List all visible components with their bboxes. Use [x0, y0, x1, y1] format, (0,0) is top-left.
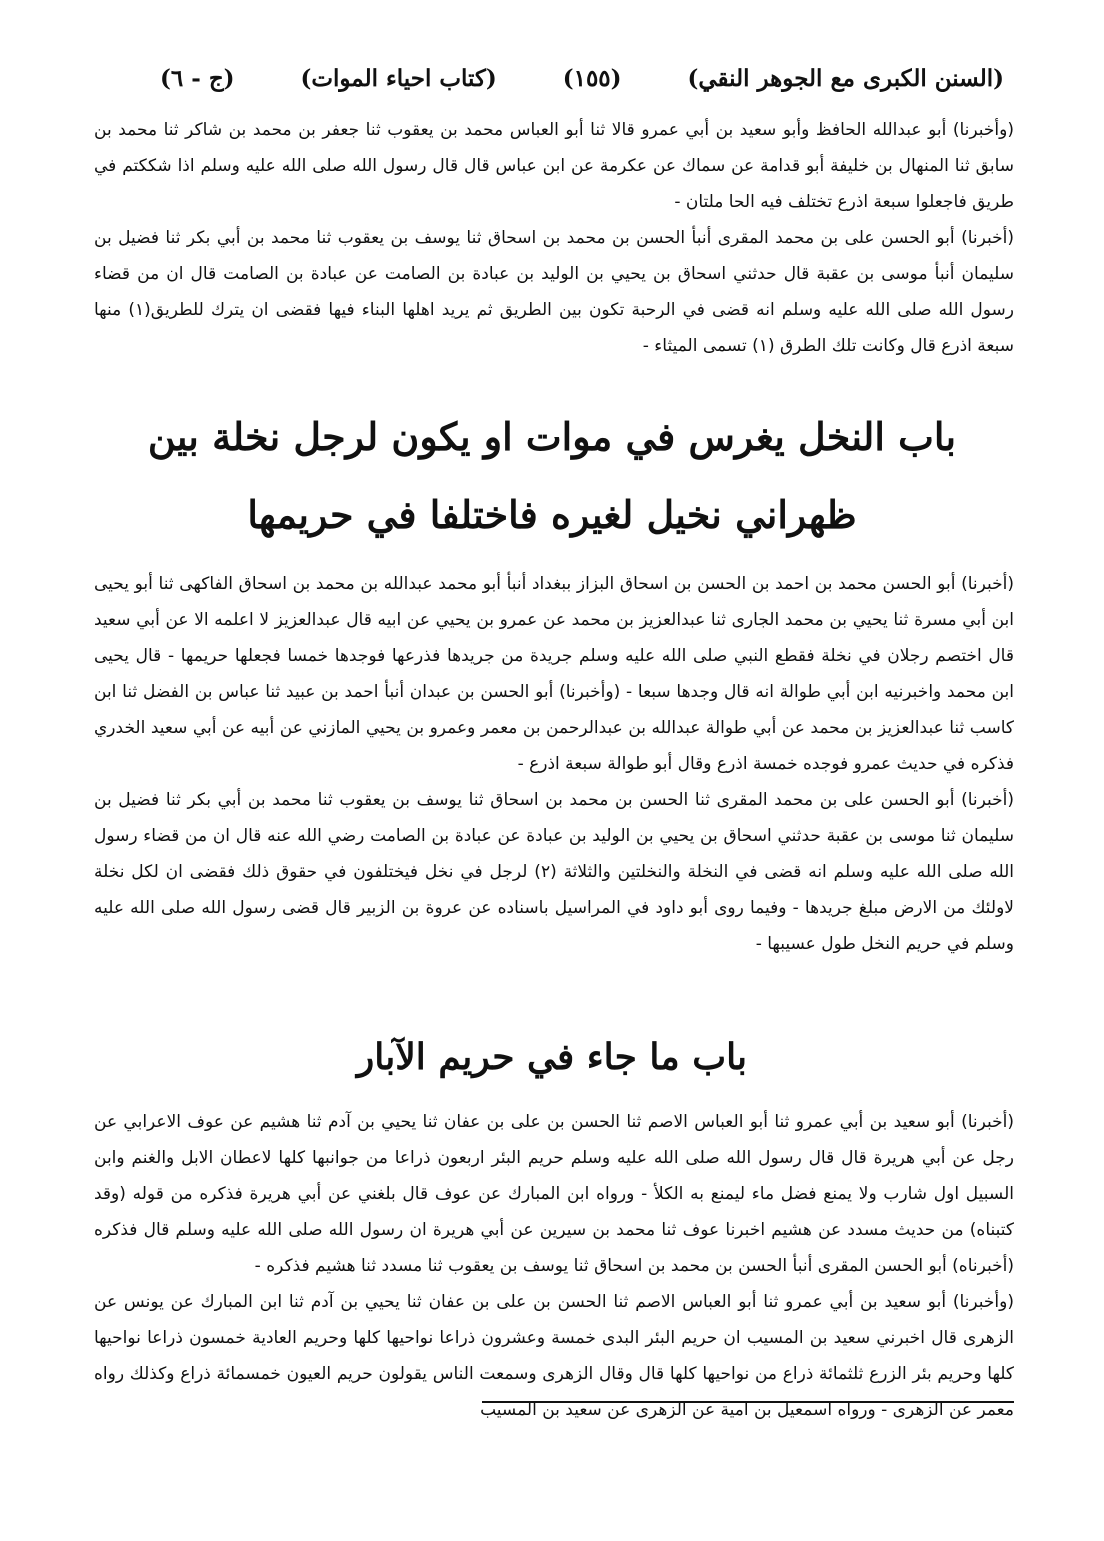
paragraph: (وأخبرنا) أبو عبدالله الحافظ وأبو سعيد بن أبي عمرو قالا ثنا أبو العباس محمد بن يعقوب ثنا جعفر بن محمد بن شاكر ثنا محمد بن سابق ثنا المنهال بن خليفة أبو قدامة عن سماك عن عكرمة عن ابن عباس قال قال رسول الله صلى الله عليه وسلم اذا شككتم في طريق فاجعلوا سبعة اذرع تختلف فيه الحا ملتان - [94, 120, 1014, 212]
heading-line: ظهراني نخيل لغيره فاختلفا في حريمها [247, 492, 857, 537]
chapter-heading-palm-trees [120, 398, 984, 554]
text-block-3 [94, 1104, 1014, 1428]
heading-line: باب ما جاء في حريم الآبار [356, 1036, 748, 1078]
chapter-heading-wells [120, 1018, 984, 1096]
paragraph: (أخبرنا) أبو سعيد بن أبي عمرو ثنا أبو العباس الاصم ثنا الحسن بن على بن عفان ثنا يحيي بن آدم ثنا هشيم عن عوف الاعرابي عن رجل عن أبي هريرة قال قال رسول الله صلى الله عليه وسلم حريم البئر اربعون ذراعا من جوانبها كلها لاعطان الابل والغنم وابن السبيل اول شارب ولا يمنع فضل ماء ليمنع به الكلأ - ورواه ابن المبارك عن عوف قال بلغني عن أبي هريرة فذكره من قوله (وقد كتبناه) من حديث مسدد عن هشيم اخبرنا عوف ثنا محمد بن سيرين عن أبي هريرة ان رسول الله صلى الله عليه وسلم قال فذكره (أخبرناه) أبو الحسن المقرى أنبأ الحسن بن محمد بن اسحاق ثنا يوسف بن يعقوب ثنا مسدد ثنا هشيم فذكره - [94, 1112, 1014, 1276]
page-number: (١٥٥) [562, 64, 622, 92]
paragraph: (أخبرنا) أبو الحسن محمد بن احمد بن الحسن بن اسحاق البزاز ببغداد أنبأ أبو محمد عبدالله بن محمد بن اسحاق الفاكهى ثنا أبو يحيى ابن أبي مسرة ثنا يحيي بن محمد الجارى ثنا عبدالعزيز بن محمد عن عمرو بن يحيي عن ابيه قال عبدالعزيز لا اعلمه الا عن أبي سعيد قال اختصم رجلان في نخلة فقطع النبي صلى الله عليه وسلم جريدة من جريدها فذرعها فوجدها خمسا فجعلها حريمها - قال يحيى ابن محمد واخبرنيه ابن أبي طوالة انه قال وجدها سبعا - (وأخبرنا) أبو الحسن بن عبدان أنبأ احمد بن عبيد ثنا عباس بن الفضل ثنا ابن كاسب ثنا عبدالعزيز بن محمد عن أبي طوالة عبدالله بن عبدالرحمن بن معمر وعمرو بن يحيي المازني عن أبيه عن أبي سعيد الخدري فذكره في حديث عمرو فوجده خمسة اذرع وقال أبو طوالة سبعة اذرع - [94, 574, 1014, 774]
text-block-1 [94, 112, 1014, 364]
chapter-title: (كتاب احياء الموات) [300, 64, 497, 92]
paragraph: (أخبرنا) أبو الحسن على بن محمد المقرى ثنا الحسن بن محمد بن اسحاق ثنا يوسف بن يعقوب ثنا محمد بن أبي بكر ثنا فضيل بن سليمان ثنا موسى بن عقبة حدثني اسحاق بن يحيي بن الوليد بن عبادة عن عبادة بن الصامت رضي الله عنه قال ان من قضاء رسول الله صلى الله عليه وسلم انه قضى في النخلة والنخلتين والثلاثة (٢) لرجل في نخل فيختلفون في حقوق ذلك فقضى ان لكل نخلة لاولئك من الارض مبلغ جريدها - وفيما روى أبو داود في المراسيل باسناده عن عروة بن الزبير قال قضى رسول الله صلى الله عليه وسلم في حريم النخل طول عسيبها - [94, 790, 1015, 954]
text-block-2 [94, 566, 1014, 962]
paragraph: (وأخبرنا) أبو سعيد بن أبي عمرو ثنا أبو العباس الاصم ثنا الحسن بن على بن عفان ثنا يحيي بن آدم ثنا ابن المبارك عن يونس عن الزهرى قال اخبرني سعيد بن المسيب ان حريم البئر البدى خمسة وعشرون ذراعا نواحيها كلها وحريم العادية خمسون ذراعا نواحيها كلها وحريم بئر الزرع ثلثمائة ذراع من نواحيها كلها قال وقال الزهرى وسمعت الناس يقولون حريم العيون خمسمائة ذراع وكذلك رواه معمر عن الزهرى - ورواه اسمعيل بن امية عن الزهرى عن سعيد بن المسيب [94, 1292, 1014, 1420]
heading-line: باب النخل يغرس في موات او يكون لرجل نخلة بين [147, 414, 957, 459]
paragraph: (أخبرنا) أبو الحسن على بن محمد المقرى أنبأ الحسن بن محمد بن اسحاق ثنا يوسف بن يعقوب ثنا محمد بن أبي بكر ثنا فضيل بن سليمان أنبأ موسى بن عقبة قال حدثني اسحاق بن يحيي بن الوليد بن عبادة بن الصامت عن عبادة بن الصامت قال ان من قضاء رسول الله صلى الله عليه وسلم انه قضى في الرحبة تكون بين الطريق ثم يريد اهلها البناء فيها فقضى ان يترك للطريق(١) منها سبعة اذرع قال وكانت تلك الطرق (١) تسمى الميثاء - [94, 228, 1014, 356]
volume-number: (ج - ٦) [160, 64, 235, 92]
footnote-separator-line [482, 1401, 1014, 1403]
page-header [160, 60, 1004, 96]
book-title: (السنن الكبرى مع الجوهر النقي) [687, 64, 1004, 92]
